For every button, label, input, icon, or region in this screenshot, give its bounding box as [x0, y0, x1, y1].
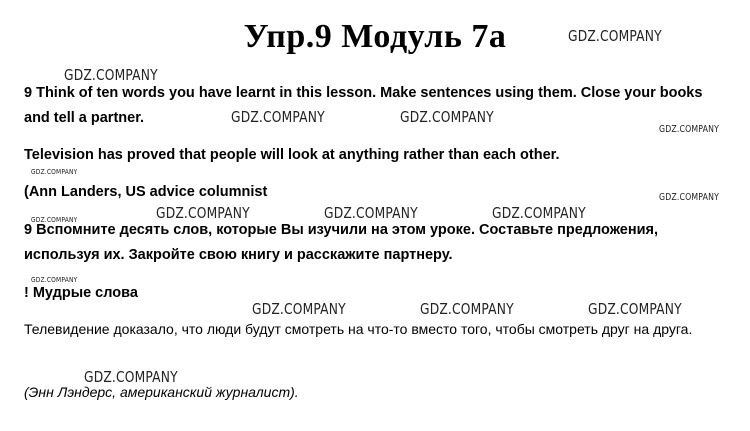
quote-english: Television has proved that people will look at anything rather than each other. [24, 147, 560, 163]
task-english: 9 Think of ten words you have learnt in this lesson. Make sentences using them. Close your books and tell a partner. [24, 85, 703, 126]
watermark: GDZ.COMPANY [84, 368, 178, 386]
page-title: Упр.9 Модуль 7а [243, 18, 507, 55]
watermark: GDZ.COMPANY [400, 108, 494, 126]
watermark: GDZ.COMPANY [659, 192, 720, 203]
watermark: GDZ.COMPANY [31, 216, 78, 224]
watermark: GDZ.COMPANY [420, 300, 514, 318]
quote-russian: Телевидение доказало, что люди будут смотреть на что-то вместо того, чтобы смотреть друг на друга. [24, 321, 693, 337]
watermark: GDZ.COMPANY [568, 27, 662, 45]
watermark: GDZ.COMPANY [31, 276, 78, 284]
watermark: GDZ.COMPANY [31, 168, 78, 176]
watermark: GDZ.COMPANY [324, 204, 418, 222]
watermark: GDZ.COMPANY [492, 204, 586, 222]
task-russian: 9 Вспомните десять слов, которые Вы изучили на этом уроке. Составьте предложения, используя их. Закройте свою книгу и расскажите партнеру. [24, 222, 659, 263]
quote-author-english: (Ann Landers, US advice columnist [24, 184, 268, 200]
quote-author-russian: (Энн Лэндерс, американский журналист). [24, 384, 299, 400]
watermark: GDZ.COMPANY [64, 66, 158, 84]
watermark: GDZ.COMPANY [588, 300, 682, 318]
watermark: GDZ.COMPANY [659, 124, 720, 135]
watermark: GDZ.COMPANY [156, 204, 250, 222]
watermark: GDZ.COMPANY [231, 108, 325, 126]
watermark: GDZ.COMPANY [252, 300, 346, 318]
wise-words-heading: ! Мудрые слова [24, 285, 138, 301]
